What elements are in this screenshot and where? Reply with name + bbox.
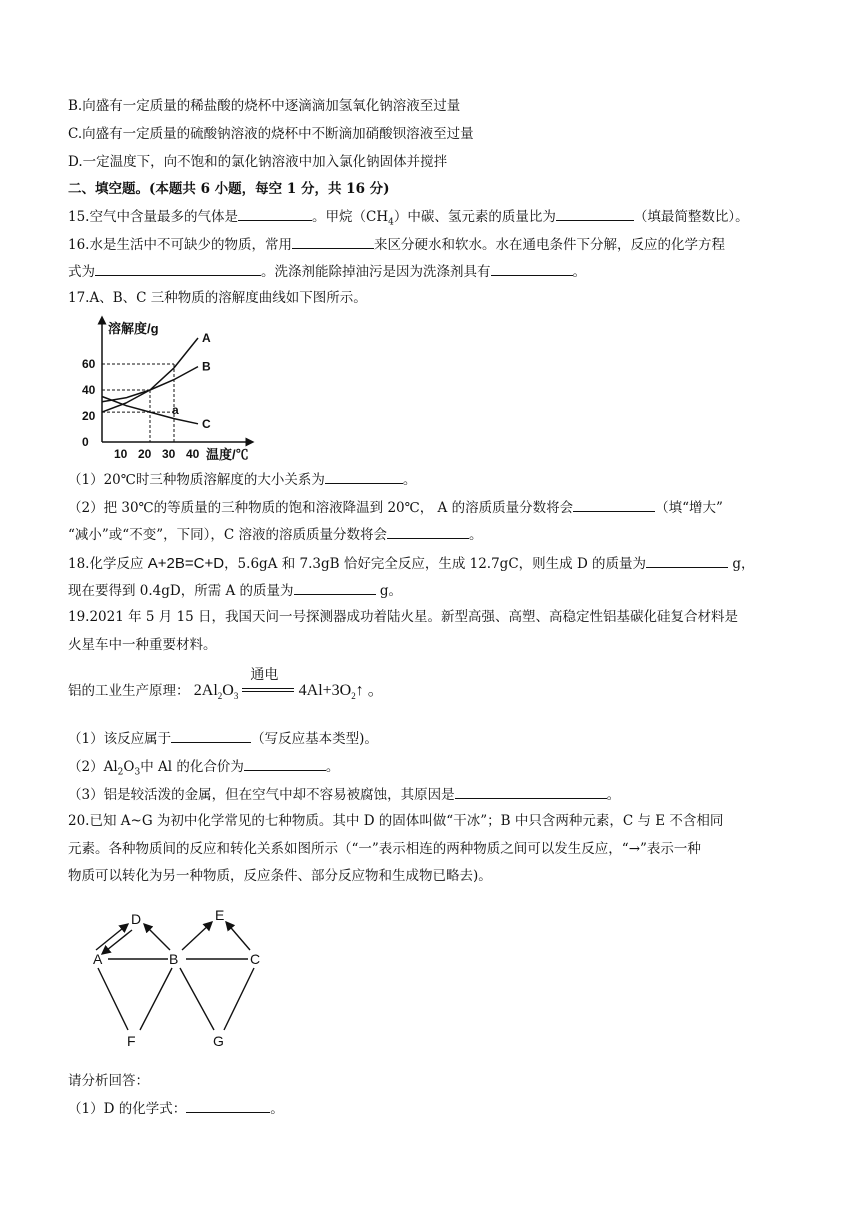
annotation-a: a [172,403,179,417]
substance-relation-diagram [78,898,278,1060]
arrow-c-to-e [226,922,250,950]
answer-blank[interactable] [387,524,469,539]
question-19-part2: $(2)Al_2O_3$中 Al 的化合价为 。 [68,756,339,783]
edge-a-f [98,968,128,1030]
node-a: A [93,951,103,967]
option-b: B.向盛有一定质量的稀盐酸的烧杯中逐滴滴加氢氧化钠溶液至过量 [68,98,461,114]
answer-blank[interactable] [294,580,376,595]
question-17-intro: 17.A、B、C 三种物质的溶解度曲线如下图所示。 [68,290,367,306]
analyze-prompt: 请分析回答： [68,1073,149,1089]
reaction-condition: 通电 [242,682,294,702]
question-19-part3: （3）铝是较活泼的金属，但在空气中却不容易被腐蚀，其原因是 。 [68,784,620,805]
x-tick-label: 10 [114,447,128,461]
answer-blank[interactable] [646,553,728,568]
question-15: 15.空气中含量最多的气体是 。甲烷$(CH_4)$中碳、氢元素的质量比为 （填最简整数比）。 [68,206,749,233]
answer-blank[interactable] [292,234,374,249]
question-20-line1: 20.已知 A~G 为初中化学常见的七种物质。其中 D 的固体叫做“干冰”；B 中只含两种元素，C 与 E 不含相同 [68,813,724,829]
question-17-part2-line2: “减小”或“不变”，下同），C 溶液的溶质质量分数将会 。 [68,524,482,545]
arrow-b-to-e [182,922,212,950]
node-c: C [250,951,261,967]
option-d: D.一定温度下，向不饱和的氯化钠溶液中加入氯化钠固体并搅拌 [68,154,448,170]
series-label-b: B [202,359,211,374]
edge-b-g [180,968,214,1030]
answer-blank[interactable] [325,469,403,484]
y-tick-label: 0 [82,435,89,449]
answer-blank[interactable] [171,728,251,743]
question-16-line2: 式为 。洗涤剂能除掉油污是因为洗涤剂具有 。 [68,261,586,282]
answer-blank[interactable] [573,497,655,512]
x-axis-label: 温度/℃ [206,447,249,462]
question-20-part1: （1）D 的化学式： 。 [68,1098,284,1119]
answer-blank[interactable] [186,1098,270,1113]
node-f: F [127,1033,136,1049]
question-19-line1: 19.2021 年 5 月 15 日，我国天问一号探测器成功着陆火星。新型高强、高塑、高稳定性铝基碳化硅复合材料是 [68,609,739,625]
y-axis-label: 溶解度/g [108,321,159,336]
question-20-line2: 元素。各种物质间的反应和转化关系如图所示（“一”表示相连的两种物质之间可以发生反应，“→”表示一种 [68,841,701,857]
question-19-line2: 火星车中一种重要材料。 [68,637,217,653]
answer-blank[interactable] [95,261,261,276]
node-g: G [213,1033,224,1049]
edge-b-f [140,968,172,1030]
answer-blank[interactable] [244,756,326,771]
section-title: 二、填空题。(本题共 6 小题，每空 1 分，共 16 分) [68,181,390,197]
series-label-a: A [202,331,211,345]
node-b: B [169,951,179,967]
option-c: C.向盛有一定质量的硫酸钠溶液的烧杯中不断滴加硝酸钡溶液至过量 [68,126,474,142]
question-16-line1: 16.水是生活中不可缺少的物质，常用 来区分硬水和软水。水在通电条件下分解，反应的化学方程 [68,234,725,255]
y-tick-label: 60 [82,357,96,371]
question-18-line1: 18.化学反应 A+2B=C+D，5.6gA 和 7.3gB 恰好完全反应，生成 12.7gC，则生成 D 的质量为 g， [68,555,755,572]
question-20-line3: 物质可以转化为另一种物质，反应条件、部分反应物和生成物已略去)。 [68,868,492,884]
answer-blank[interactable] [491,261,573,276]
answer-blank[interactable] [556,206,634,221]
aluminum-production-equation: 铝的工业生产原理： $2Al_2O_3$ 通电 $4Al+3O_2↑$ 。 [68,666,384,702]
y-tick-label: 40 [82,383,96,397]
question-19-part1: （1）该反应属于 （写反应基本类型)。 [68,728,378,749]
question-18-line2: 现在要得到 0.4gD，所需 A 的质量为 g。 [68,580,402,601]
node-d: D [131,911,142,927]
answer-blank[interactable] [455,784,607,799]
solubility-curve-chart [72,314,257,462]
x-tick-label: 40 [186,447,200,461]
y-tick-label: 20 [82,409,96,423]
node-e: E [215,907,225,923]
answer-blank[interactable] [238,206,312,221]
question-17-part1: （1）20℃时三种物质溶解度的大小关系为 。 [68,469,416,490]
x-tick-label: 20 [138,447,152,461]
edge-c-g [224,968,254,1030]
arrow-b-to-d [144,924,170,950]
question-17-part2-line1: （2）把 30℃的等质量的三种物质的饱和溶液降温到 20℃， A 的溶质质量分数将会 （填“增大” [68,497,723,518]
x-tick-label: 30 [162,447,176,461]
series-label-c: C [202,416,211,431]
